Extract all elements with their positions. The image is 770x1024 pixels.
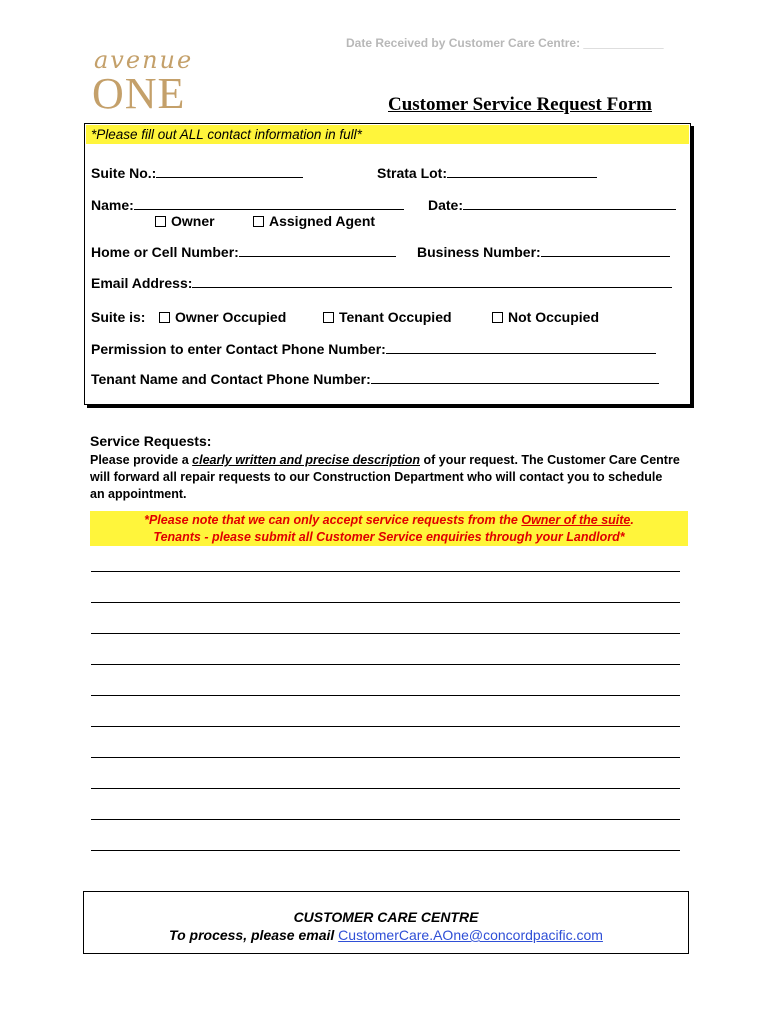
assigned-agent-option[interactable] [253,213,375,229]
suite-no-field[interactable] [91,164,303,181]
home-cell-label: Home or Cell Number: [91,244,239,260]
form-title: Customer Service Request Form [388,94,652,115]
strata-lot-field[interactable] [377,164,597,181]
request-write-line[interactable] [91,695,680,696]
owner-occupied-label: Owner Occupied [175,309,287,325]
request-write-line[interactable] [91,664,680,665]
tenant-occupied-option[interactable] [323,309,452,325]
not-occupied-label: Not Occupied [508,309,600,325]
avenue-one-logo [92,46,212,116]
home-cell-line[interactable] [239,243,396,257]
tenant-occupied-label: Tenant Occupied [339,309,452,325]
name-line[interactable] [134,196,404,210]
email-label: Email Address: [91,275,193,291]
strata-lot-label: Strata Lot: [377,165,447,181]
customer-care-instruction [84,927,688,943]
owner-checkbox[interactable] [155,216,166,227]
business-number-line[interactable] [541,243,670,257]
desc-part-1: Please provide a [90,453,193,467]
tenant-contact-line[interactable] [371,370,659,384]
request-write-line[interactable] [91,726,680,727]
date-received-label: Date Received by Customer Care Centre: ____________ [346,36,664,50]
business-number-label: Business Number: [417,244,541,260]
customer-care-box [83,891,689,954]
owner-only-note [90,511,688,546]
request-write-line[interactable] [91,571,680,572]
note-part-2: . [630,513,634,527]
name-field[interactable] [91,196,404,213]
tenant-contact-field[interactable] [91,370,659,387]
assigned-agent-checkbox[interactable] [253,216,264,227]
note-part-1: *Please note that we can only accept service requests from the [144,513,522,527]
logo-wordmark-top: avenue [94,46,194,74]
tenant-contact-label: Tenant Name and Contact Phone Number: [91,371,371,387]
owner-occupied-option[interactable] [159,309,286,325]
tenant-occupied-checkbox[interactable] [323,312,334,323]
email-field[interactable] [91,274,672,291]
fill-all-banner: *Please fill out ALL contact information in full* [86,125,689,144]
not-occupied-checkbox[interactable] [492,312,503,323]
permission-line[interactable] [386,340,656,354]
date-label: Date: [428,197,464,213]
date-field[interactable] [428,196,676,213]
service-requests-description [90,452,680,503]
strata-lot-line[interactable] [447,164,597,178]
suite-no-line[interactable] [156,164,303,178]
request-write-line[interactable] [91,602,680,603]
request-write-line[interactable] [91,788,680,789]
desc-part-2: of your request. The Customer Care Centre will forward all repair requests to our Construction Department who will contact you to schedule an appointment. [90,453,680,501]
request-write-line[interactable] [91,633,680,634]
instruction-lead: To process, please email [169,927,339,943]
permission-field[interactable] [91,340,656,357]
home-cell-field[interactable] [91,243,396,260]
logo-wordmark-bottom: ONE [92,69,186,118]
request-write-line[interactable] [91,819,680,820]
customer-care-email-link[interactable]: CustomerCare.AOne@concordpacific.com [338,927,603,943]
business-number-field[interactable] [417,243,670,260]
owner-occupied-checkbox[interactable] [159,312,170,323]
request-write-line[interactable] [91,850,680,851]
date-line[interactable] [463,196,676,210]
name-label: Name: [91,197,134,213]
service-requests-heading: Service Requests: [90,433,212,449]
not-occupied-option[interactable] [492,309,599,325]
desc-emphasis: clearly written and precise description [192,453,420,467]
assigned-agent-label: Assigned Agent [269,213,376,229]
note-tenants-line: Tenants - please submit all Customer Service enquiries through your Landlord* [153,530,625,544]
customer-care-title: CUSTOMER CARE CENTRE [293,909,479,925]
suite-is-label: Suite is: [91,309,146,325]
owner-label: Owner [171,213,215,229]
suite-no-label: Suite No.: [91,165,157,181]
request-write-line[interactable] [91,757,680,758]
permission-label: Permission to enter Contact Phone Number: [91,341,386,357]
note-owner-underlined: Owner of the suite [521,513,631,527]
owner-option[interactable] [155,213,215,229]
email-line[interactable] [192,274,672,288]
